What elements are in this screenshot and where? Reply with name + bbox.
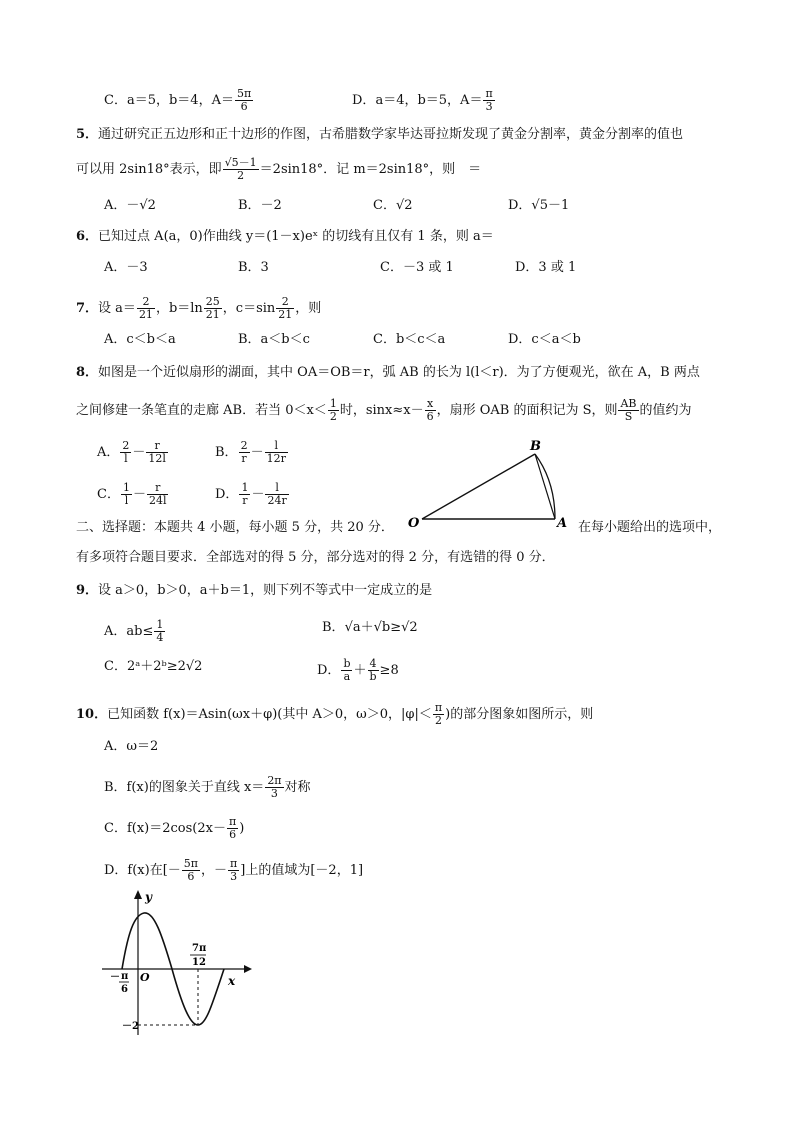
q5-stem-line2: 可以用 2sin18°表示，即 $\frac{√5-1}{2}$ ＝2sin18°．记 m＝2sin18°，则 ＝ [76,156,482,182]
sine-graph [98,885,258,1040]
q8-option-c[interactable]: C． $\frac{1}{l}$ － $\frac{r}{24l}$ [97,481,167,507]
radius-ob [422,454,535,519]
q5-option-c[interactable]: C．√2 [373,198,413,213]
section2-header-line2: 有多项符合题目要求．全部选对的得 5 分，部分选对的得 2 分，有选错的得 0 分． [76,550,555,565]
q8-stem-line1: 8．如图是一个近似扇形的湖面，其中 OA＝OB＝r，弧 AB 的长为 l(l＜r)．为了方便观光，欲在 A，B 两点 [76,365,700,380]
q5-option-a[interactable]: A．－√2 [104,198,156,213]
q5-option-d[interactable]: D．√5－1 [508,198,570,213]
x-axis-arrow [244,965,252,973]
sector-figure [405,436,575,528]
q10-option-d[interactable]: D．f(x)在[－ $\frac{5\pi}{6}$ ，－ $\frac{\pi}{3}$ ]上的值域为[－2，1] [104,857,364,883]
q9-option-d[interactable]: D． $\frac{b}{a}$ ＋ $\frac{4}{b}$ ≥8 [317,657,399,683]
q10-option-c[interactable]: C．f(x)＝2cos(2x－ $\frac{\pi}{6}$ ) [104,815,245,841]
q6-option-b[interactable]: B．3 [238,260,269,275]
min-value-label: －2 [122,1021,139,1032]
q9-option-b[interactable]: B．√a＋√b≥√2 [322,620,418,635]
y-axis-label: y [145,890,152,904]
q7-option-c[interactable]: C．b＜c＜a [373,332,446,347]
q8-option-d[interactable]: D． $\frac{1}{r}$ － $\frac{l}{24r}$ [215,481,287,507]
q10-option-a[interactable]: A．ω＝2 [104,739,159,754]
section2-header-line1: 二、选择题：本题共 4 小题，每小题 5 分，共 20 分． [76,520,394,535]
q8-stem-line2: 之间修建一条笔直的走廊 AB．若当 0＜x＜ $\frac{1}{2}$ 时，sinx≈x－ $\frac{x}{6}$ ，扇形 OAB 的面积记为 S，则 $\frac{AB}{S}$ 的值约为 [76,397,692,423]
point-o-label: O [408,516,420,528]
right-tick-den: 12 [192,957,206,968]
point-b-label: B [530,439,541,454]
chord-ab [535,454,555,519]
q6-option-c[interactable]: C．－3 或 1 [380,260,454,275]
q10-stem: 10．已知函数 f(x)＝Asin(ωx＋φ)(其中 A＞0，ω＞0，|φ|＜ $\frac{\pi}{2}$ )的部分图象如图所示，则 [76,701,594,727]
q7-option-b[interactable]: B．a＜b＜c [238,332,310,347]
q7-stem: 7．设 a＝ $\frac{2}{21}$ ，b＝ln $\frac{25}{21}$ ，c＝sin $\frac{2}{21}$ ，则 [76,295,322,321]
q7-option-d[interactable]: D．c＜a＜b [508,332,581,347]
origin-label: O [140,971,150,984]
point-a-label: A [557,516,568,528]
q9-stem: 9．设 a＞0，b＞0，a＋b＝1，则下列不等式中一定成立的是 [76,583,433,598]
q4-option-c[interactable]: C．a＝5，b＝4，A＝ $\frac{5\pi}{6}$ [104,87,252,113]
q5-option-b[interactable]: B．－2 [238,198,282,213]
q8-option-b[interactable]: B． $\frac{2}{r}$ － $\frac{l}{12r}$ [215,439,286,465]
q10-option-b[interactable]: B．f(x)的图象关于直线 x＝ $\frac{2\pi}{3}$ 对称 [104,774,311,800]
q7-option-a[interactable]: A．c＜b＜a [104,332,176,347]
q8-option-a[interactable]: A． $\frac{2}{l}$ － $\frac{r}{12l}$ [97,439,166,465]
q6-option-a[interactable]: A．－3 [104,260,148,275]
x-axis-label: x [228,974,236,988]
left-tick-sign: － [110,972,120,983]
q5-stem-line1: 5．通过研究正五边形和正十边形的作图，古希腊数学家毕达哥拉斯发现了黄金分割率，黄金分割率的值也 [76,127,684,142]
q9-option-a[interactable]: A．ab≤ $\frac{1}{4}$ [104,618,164,644]
q9-option-c[interactable]: C．2ᵃ＋2ᵇ≥2√2 [104,659,203,674]
q6-option-d[interactable]: D．3 或 1 [515,260,577,275]
q4-option-d[interactable]: D．a＝4，b＝5，A＝ $\frac{\pi}{3}$ [352,87,493,113]
right-tick-num: 7π [192,943,207,954]
section2-header-line1b: 在每小题给出的选项中， [578,520,722,535]
left-tick-den: 6 [121,984,128,995]
left-tick-num: π [121,971,129,982]
q6-stem: 6．已知过点 A(a，0)作曲线 y＝(1－x)eˣ 的切线有且仅有 1 条，则 a＝ [76,229,494,244]
y-axis-arrow [134,890,142,899]
